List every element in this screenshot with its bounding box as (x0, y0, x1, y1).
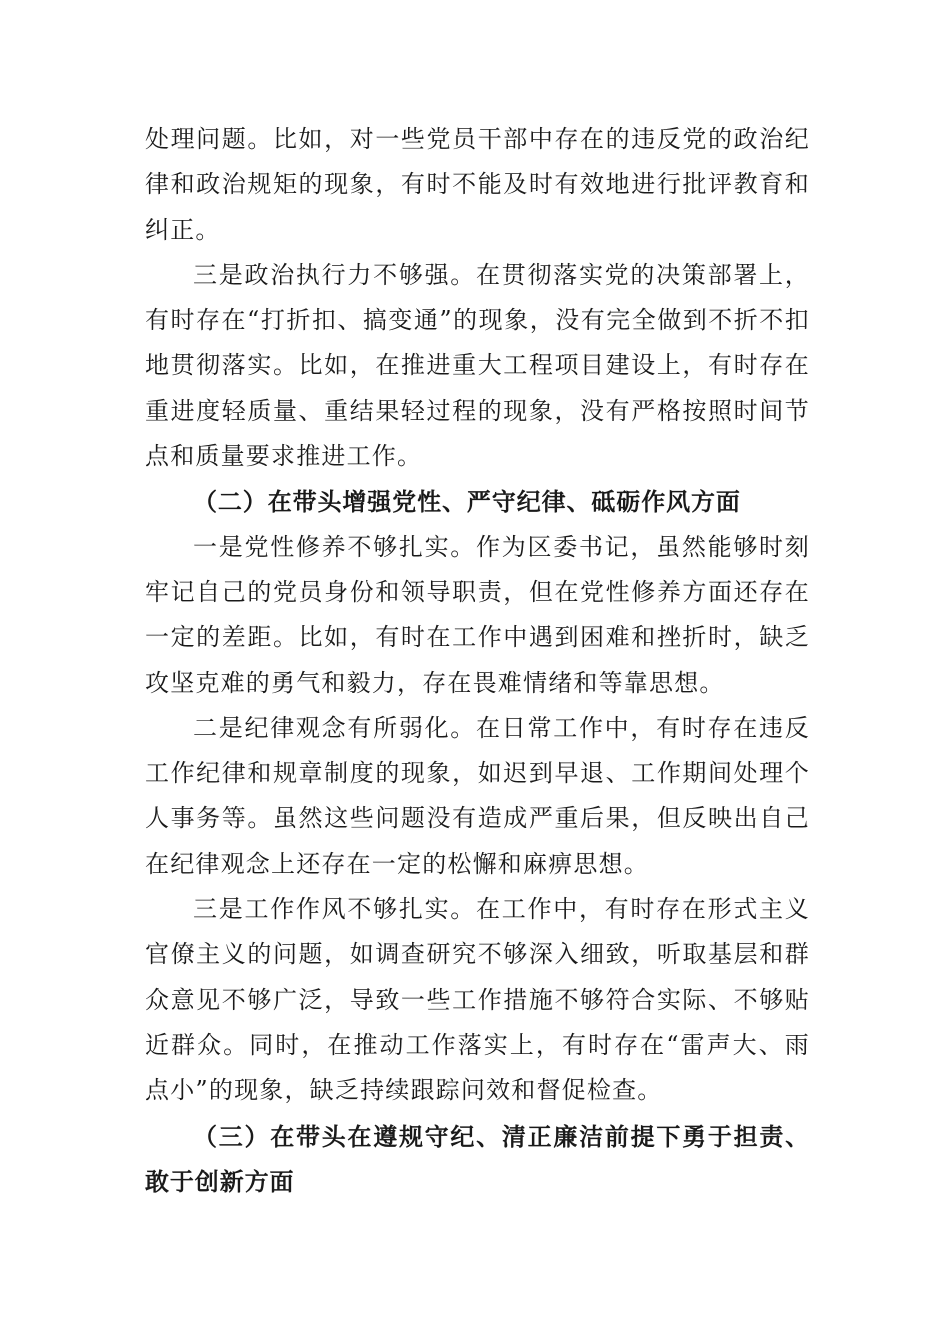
body-paragraph: 三是政治执行力不够强。在贯彻落实党的决策部署上，有时存在“打折扣、搞变通”的现象，没有完全做到不折不扣地贯彻落实。比如，在推进重大工程项目建设上，有时存在重进度轻质量、重结果轻过程的现象，没有严格按照时间节点和质量要求推进工作。 (145, 260, 810, 471)
body-paragraph: 处理问题。比如，对一些党员干部中存在的违反党的政治纪律和政治规矩的现象，有时不能及时有效地进行批评教育和纠正。 (145, 125, 810, 244)
section-heading: （二）在带头增强党性、严守纪律、砥砺作风方面 (193, 487, 741, 517)
body-paragraph: 一是党性修养不够扎实。作为区委书记，虽然能够时刻牢记自己的党员身份和领导职责，但在党性修养方面还存在一定的差距。比如，有时在工作中遇到困难和挫折时，缺乏攻坚克难的勇气和毅力，存在畏难情绪和等靠思想。 (145, 532, 810, 697)
section-heading: （三）在带头在遵规守纪、清正廉洁前提下勇于担责、敢于创新方面 (145, 1121, 810, 1196)
body-paragraph: 二是纪律观念有所弱化。在日常工作中，有时存在违反工作纪律和规章制度的现象，如迟到早退、工作期间处理个人事务等。虽然这些问题没有造成严重后果，但反映出自己在纪律观念上还存在一定的松懈和麻痹思想。 (145, 713, 810, 878)
body-paragraph: 三是工作作风不够扎实。在工作中，有时存在形式主义官僚主义的问题，如调查研究不够深入细致，听取基层和群众意见不够广泛，导致一些工作措施不够符合实际、不够贴近群众。同时，在推动工作落实上，有时存在“雷声大、雨点小”的现象，缺乏持续跟踪问效和督促检查。 (145, 895, 810, 1105)
document-page (145, 117, 810, 1204)
